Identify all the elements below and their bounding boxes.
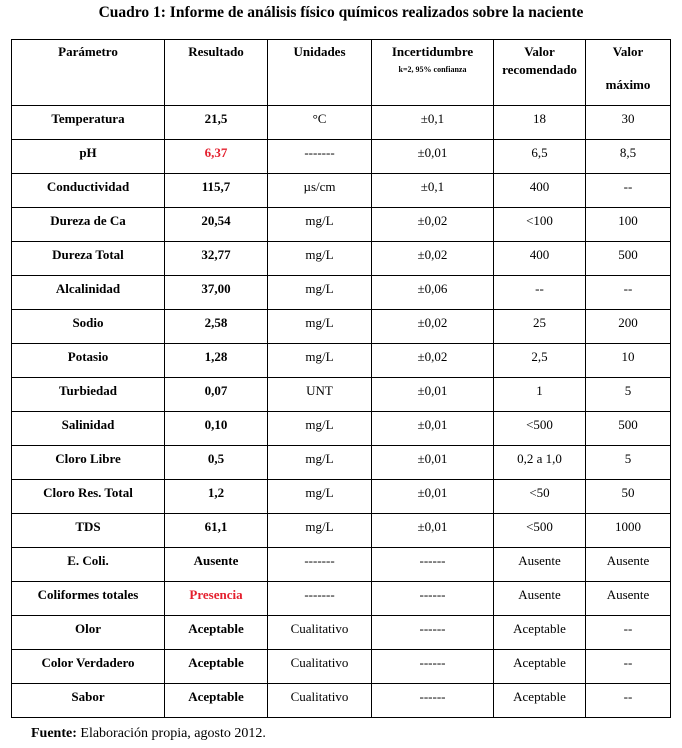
cell-valor-recomendado: <500 (494, 514, 586, 548)
cell-parametro: Color Verdadero (12, 650, 165, 684)
cell-unidades: mg/L (268, 208, 372, 242)
cell-incertidumbre: ------ (372, 582, 494, 616)
header-parametro: Parámetro (12, 40, 165, 106)
header-resultado: Resultado (165, 40, 268, 106)
cell-unidades: mg/L (268, 276, 372, 310)
cell-unidades: mg/L (268, 344, 372, 378)
cell-unidades: ------- (268, 582, 372, 616)
cell-valor-maximo: -- (586, 684, 671, 718)
cell-resultado: Aceptable (165, 616, 268, 650)
cell-incertidumbre: ±0,1 (372, 174, 494, 208)
cell-incertidumbre: ±0,01 (372, 514, 494, 548)
table-title: Cuadro 1: Informe de análisis físico químicos realizados sobre la naciente (98, 4, 584, 21)
table-row (12, 412, 671, 446)
cell-valor-maximo: 500 (586, 242, 671, 276)
cell-valor-recomendado: Aceptable (494, 684, 586, 718)
cell-resultado: 61,1 (165, 514, 268, 548)
table-row (12, 140, 671, 174)
cell-resultado: Ausente (165, 548, 268, 582)
header-valor-maximo-line2: máximo (605, 77, 651, 92)
cell-valor-maximo: 200 (586, 310, 671, 344)
cell-valor-recomendado: 2,5 (494, 344, 586, 378)
table-row (12, 684, 671, 718)
cell-incertidumbre: ±0,06 (372, 276, 494, 310)
cell-valor-recomendado: <50 (494, 480, 586, 514)
header-unidades: Unidades (268, 40, 372, 106)
table-row (12, 446, 671, 480)
header-incertidumbre (372, 40, 494, 106)
cell-valor-recomendado: 400 (494, 174, 586, 208)
table-row (12, 514, 671, 548)
cell-valor-recomendado: 1 (494, 378, 586, 412)
cell-valor-maximo: 100 (586, 208, 671, 242)
table-row (12, 480, 671, 514)
cell-resultado: 0,10 (165, 412, 268, 446)
cell-incertidumbre: ±0,01 (372, 378, 494, 412)
header-valor-recomendado-line2: recomendado (502, 62, 577, 77)
table-row (12, 174, 671, 208)
cell-parametro: Cloro Res. Total (12, 480, 165, 514)
cell-resultado: Aceptable (165, 650, 268, 684)
cell-valor-maximo: 5 (586, 378, 671, 412)
cell-valor-maximo: 5 (586, 446, 671, 480)
cell-unidades: mg/L (268, 412, 372, 446)
cell-incertidumbre: ±0,01 (372, 412, 494, 446)
cell-resultado: 115,7 (165, 174, 268, 208)
cell-unidades: Cualitativo (268, 650, 372, 684)
cell-incertidumbre: ±0,01 (372, 140, 494, 174)
cell-resultado: 0,5 (165, 446, 268, 480)
cell-unidades: mg/L (268, 446, 372, 480)
cell-parametro: TDS (12, 514, 165, 548)
cell-valor-recomendado: 0,2 a 1,0 (494, 446, 586, 480)
table-row (12, 310, 671, 344)
header-valor-maximo (586, 40, 671, 106)
cell-valor-recomendado: Aceptable (494, 650, 586, 684)
cell-incertidumbre: ±0,02 (372, 310, 494, 344)
cell-valor-maximo: -- (586, 616, 671, 650)
cell-resultado: 37,00 (165, 276, 268, 310)
cell-parametro: Dureza Total (12, 242, 165, 276)
cell-resultado: 1,2 (165, 480, 268, 514)
source-footer (31, 726, 266, 742)
header-incertidumbre-label: Incertidumbre (391, 44, 474, 59)
cell-resultado: 6,37 (165, 140, 268, 174)
table-row (12, 582, 671, 616)
header-incertidumbre-sub: k=2, 95% confianza (398, 65, 467, 74)
cell-unidades: ------- (268, 140, 372, 174)
cell-unidades: mg/L (268, 242, 372, 276)
cell-parametro: Sodio (12, 310, 165, 344)
cell-incertidumbre: ±0,01 (372, 446, 494, 480)
cell-resultado: 20,54 (165, 208, 268, 242)
cell-incertidumbre: ±0,1 (372, 106, 494, 140)
cell-valor-maximo: -- (586, 174, 671, 208)
cell-resultado: 21,5 (165, 106, 268, 140)
header-valor-recomendado-line1: Valor (524, 44, 555, 59)
cell-incertidumbre: ±0,01 (372, 480, 494, 514)
cell-resultado: 2,58 (165, 310, 268, 344)
table-row (12, 378, 671, 412)
cell-parametro: E. Coli. (12, 548, 165, 582)
cell-unidades: mg/L (268, 310, 372, 344)
cell-valor-maximo: -- (586, 276, 671, 310)
cell-valor-maximo: 30 (586, 106, 671, 140)
cell-parametro: Conductividad (12, 174, 165, 208)
cell-valor-maximo: Ausente (586, 548, 671, 582)
cell-resultado: Aceptable (165, 684, 268, 718)
cell-parametro: Turbiedad (12, 378, 165, 412)
cell-parametro: Sabor (12, 684, 165, 718)
analysis-table (11, 39, 671, 718)
table-row (12, 650, 671, 684)
footer-text: Elaboración propia, agosto 2012. (76, 726, 266, 741)
cell-unidades: °C (268, 106, 372, 140)
cell-incertidumbre: ------ (372, 616, 494, 650)
cell-parametro: pH (12, 140, 165, 174)
cell-incertidumbre: ±0,02 (372, 208, 494, 242)
cell-valor-recomendado: <100 (494, 208, 586, 242)
cell-valor-maximo: 8,5 (586, 140, 671, 174)
table-row (12, 106, 671, 140)
table-row (12, 616, 671, 650)
cell-valor-maximo: 1000 (586, 514, 671, 548)
cell-valor-maximo: Ausente (586, 582, 671, 616)
cell-unidades: ------- (268, 548, 372, 582)
cell-valor-recomendado: 6,5 (494, 140, 586, 174)
cell-parametro: Dureza de Ca (12, 208, 165, 242)
cell-incertidumbre: ±0,02 (372, 344, 494, 378)
cell-valor-maximo: -- (586, 650, 671, 684)
table-body (12, 106, 671, 718)
cell-unidades: mg/L (268, 514, 372, 548)
table-row (12, 548, 671, 582)
cell-valor-recomendado: 18 (494, 106, 586, 140)
cell-unidades: µs/cm (268, 174, 372, 208)
cell-valor-recomendado: 25 (494, 310, 586, 344)
cell-unidades: UNT (268, 378, 372, 412)
table-row (12, 242, 671, 276)
cell-resultado: 1,28 (165, 344, 268, 378)
header-valor-maximo-line1: Valor (612, 44, 644, 59)
cell-valor-maximo: 500 (586, 412, 671, 446)
cell-valor-recomendado: 400 (494, 242, 586, 276)
cell-valor-recomendado: <500 (494, 412, 586, 446)
header-row (12, 40, 671, 106)
footer-label: Fuente: (31, 726, 77, 741)
cell-parametro: Coliformes totales (12, 582, 165, 616)
cell-valor-maximo: 50 (586, 480, 671, 514)
cell-parametro: Cloro Libre (12, 446, 165, 480)
cell-valor-recomendado: -- (494, 276, 586, 310)
table-row (12, 276, 671, 310)
cell-valor-recomendado: Ausente (494, 548, 586, 582)
table-row (12, 208, 671, 242)
cell-incertidumbre: ------ (372, 548, 494, 582)
cell-unidades: Cualitativo (268, 684, 372, 718)
cell-resultado: Presencia (165, 582, 268, 616)
cell-unidades: Cualitativo (268, 616, 372, 650)
cell-incertidumbre: ±0,02 (372, 242, 494, 276)
cell-parametro: Olor (12, 616, 165, 650)
cell-resultado: 32,77 (165, 242, 268, 276)
table-row (12, 344, 671, 378)
cell-incertidumbre: ------ (372, 650, 494, 684)
cell-parametro: Alcalinidad (12, 276, 165, 310)
header-valor-recomendado (494, 40, 586, 106)
cell-resultado: 0,07 (165, 378, 268, 412)
cell-incertidumbre: ------ (372, 684, 494, 718)
cell-valor-maximo: 10 (586, 344, 671, 378)
cell-parametro: Salinidad (12, 412, 165, 446)
cell-unidades: mg/L (268, 480, 372, 514)
cell-parametro: Temperatura (12, 106, 165, 140)
cell-valor-recomendado: Aceptable (494, 616, 586, 650)
cell-parametro: Potasio (12, 344, 165, 378)
cell-valor-recomendado: Ausente (494, 582, 586, 616)
